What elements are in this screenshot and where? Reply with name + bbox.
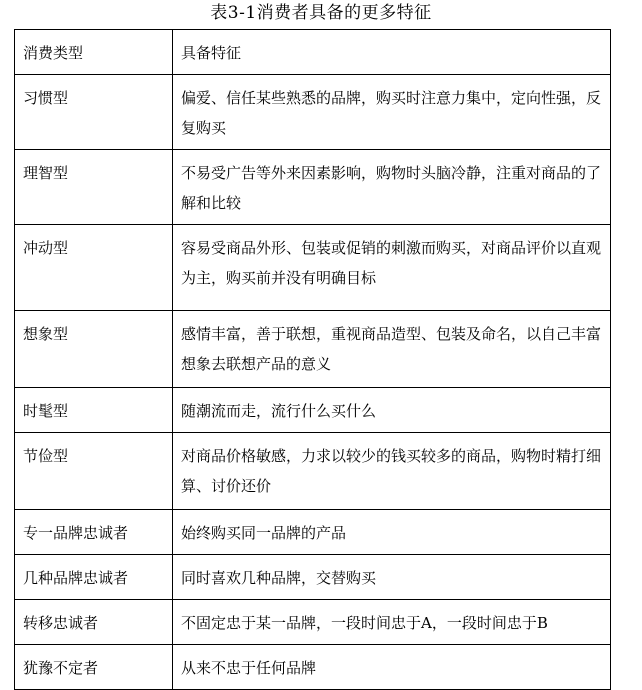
row-type-cell: 冲动型 [15,225,173,311]
table-row [15,311,611,388]
consumer-traits-table [14,29,611,690]
row-trait-cell: 对商品价格敏感，力求以较少的钱买较多的商品，购物时精打细算、讨价还价 [173,433,611,510]
table-row [15,388,611,433]
table-row [15,225,611,311]
row-type-cell: 转移忠诚者 [15,600,173,645]
row-trait-cell: 不固定忠于某一品牌，一段时间忠于A，一段时间忠于B [173,600,611,645]
row-type-cell: 习惯型 [15,75,173,150]
row-type-cell: 理智型 [15,150,173,225]
table-caption: 表3-1消费者具备的更多特征 [210,3,432,23]
row-trait-cell: 容易受商品外形、包装或促销的刺激而购买，对商品评价以直观为主，购买前并没有明确目标 [173,225,611,311]
table-header-row [15,30,611,75]
row-type-cell: 几种品牌忠诚者 [15,555,173,600]
header-cell-trait: 具备特征 [173,30,611,75]
row-type-cell: 想象型 [15,311,173,388]
row-trait-cell: 偏爱、信任某些熟悉的品牌，购买时注意力集中，定向性强，反复购买 [173,75,611,150]
row-type-cell: 犹豫不定者 [15,645,173,690]
header-cell-type: 消费类型 [15,30,173,75]
row-type-cell: 时髦型 [15,388,173,433]
row-trait-cell: 随潮流而走，流行什么买什么 [173,388,611,433]
table-row [15,645,611,690]
table-row [15,510,611,555]
row-type-cell: 专一品牌忠诚者 [15,510,173,555]
row-trait-cell: 不易受广告等外来因素影响，购物时头脑冷静，注重对商品的了解和比较 [173,150,611,225]
table-row [15,150,611,225]
row-trait-cell: 始终购买同一品牌的产品 [173,510,611,555]
row-trait-cell: 从来不忠于任何品牌 [173,645,611,690]
table-row [15,433,611,510]
table-row [15,600,611,645]
row-type-cell: 节俭型 [15,433,173,510]
table-row [15,75,611,150]
row-trait-cell: 感情丰富，善于联想，重视商品造型、包装及命名，以自己丰富想象去联想产品的意义 [173,311,611,388]
row-trait-cell: 同时喜欢几种品牌，交替购买 [173,555,611,600]
table-row [15,555,611,600]
